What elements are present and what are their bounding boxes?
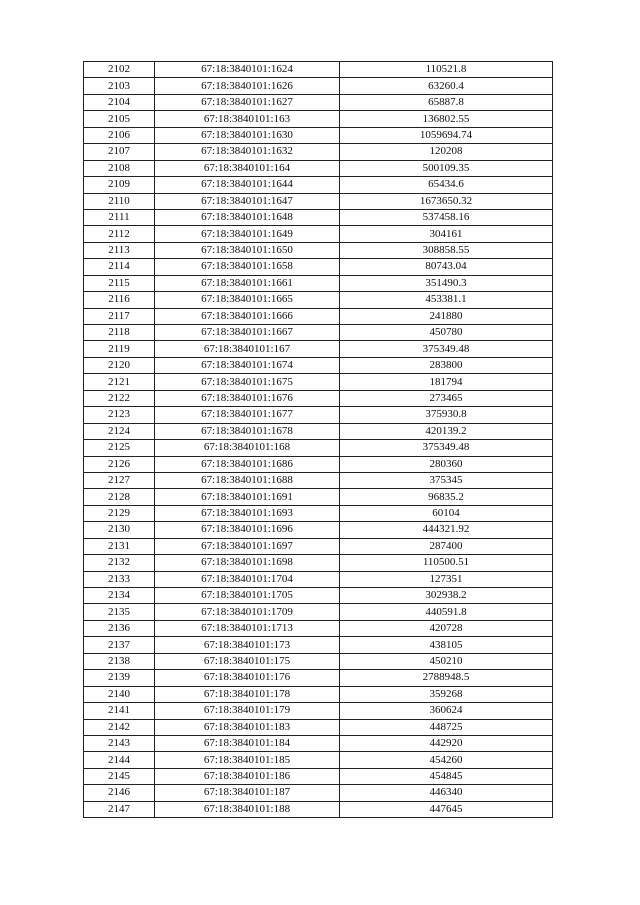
row-number-cell: 2141 — [84, 703, 155, 719]
table-row — [84, 522, 553, 538]
table-row — [84, 94, 553, 110]
table-row — [84, 735, 553, 751]
row-number-cell: 2117 — [84, 308, 155, 324]
table-row — [84, 555, 553, 571]
cadastral-number-cell: 67:18:3840101:1678 — [155, 423, 340, 439]
row-number-cell: 2122 — [84, 390, 155, 406]
row-number-cell: 2128 — [84, 489, 155, 505]
cadastral-number-cell: 67:18:3840101:1658 — [155, 259, 340, 275]
cadastral-number-cell: 67:18:3840101:1661 — [155, 275, 340, 291]
cadastral-number-cell: 67:18:3840101:1688 — [155, 472, 340, 488]
row-number-cell: 2130 — [84, 522, 155, 538]
row-number-cell: 2111 — [84, 209, 155, 225]
cadastral-number-cell: 67:18:3840101:188 — [155, 801, 340, 817]
table-row — [84, 390, 553, 406]
table-row — [84, 423, 553, 439]
value-cell: 453381.1 — [340, 292, 553, 308]
table-row — [84, 801, 553, 817]
cadastral-number-cell: 67:18:3840101:179 — [155, 703, 340, 719]
value-cell: 120208 — [340, 144, 553, 160]
row-number-cell: 2135 — [84, 604, 155, 620]
value-cell: 500109.35 — [340, 160, 553, 176]
row-number-cell: 2147 — [84, 801, 155, 817]
table-row — [84, 325, 553, 341]
value-cell: 280360 — [340, 456, 553, 472]
value-cell: 537458.16 — [340, 209, 553, 225]
table-row — [84, 472, 553, 488]
table-row — [84, 259, 553, 275]
value-cell: 442920 — [340, 735, 553, 751]
row-number-cell: 2120 — [84, 357, 155, 373]
value-cell: 127351 — [340, 571, 553, 587]
value-cell: 420139.2 — [340, 423, 553, 439]
cadastral-number-cell: 67:18:3840101:1630 — [155, 127, 340, 143]
row-number-cell: 2139 — [84, 670, 155, 686]
table-row — [84, 785, 553, 801]
value-cell: 308858.55 — [340, 242, 553, 258]
value-cell: 304161 — [340, 226, 553, 242]
cadastral-number-cell: 67:18:3840101:1665 — [155, 292, 340, 308]
value-cell: 110500.51 — [340, 555, 553, 571]
value-cell: 446340 — [340, 785, 553, 801]
row-number-cell: 2132 — [84, 555, 155, 571]
row-number-cell: 2136 — [84, 620, 155, 636]
table-row — [84, 620, 553, 636]
cadastral-number-cell: 67:18:3840101:1709 — [155, 604, 340, 620]
value-cell: 450210 — [340, 653, 553, 669]
value-cell: 283800 — [340, 357, 553, 373]
cadastral-number-cell: 67:18:3840101:1624 — [155, 62, 340, 78]
cadastral-number-cell: 67:18:3840101:184 — [155, 735, 340, 751]
cadastral-number-cell: 67:18:3840101:1705 — [155, 588, 340, 604]
row-number-cell: 2143 — [84, 735, 155, 751]
table-row — [84, 177, 553, 193]
cadastral-number-cell: 67:18:3840101:1647 — [155, 193, 340, 209]
row-number-cell: 2121 — [84, 374, 155, 390]
cadastral-number-cell: 67:18:3840101:1627 — [155, 94, 340, 110]
value-cell: 181794 — [340, 374, 553, 390]
table-row — [84, 308, 553, 324]
cadastral-number-cell: 67:18:3840101:176 — [155, 670, 340, 686]
value-cell: 1059694.74 — [340, 127, 553, 143]
table-row — [84, 275, 553, 291]
table-row — [84, 670, 553, 686]
row-number-cell: 2119 — [84, 341, 155, 357]
value-cell: 360624 — [340, 703, 553, 719]
cadastral-number-cell: 67:18:3840101:1649 — [155, 226, 340, 242]
row-number-cell: 2106 — [84, 127, 155, 143]
row-number-cell: 2109 — [84, 177, 155, 193]
table-row — [84, 209, 553, 225]
value-cell: 440591.8 — [340, 604, 553, 620]
value-cell: 351490.3 — [340, 275, 553, 291]
table-row — [84, 111, 553, 127]
row-number-cell: 2115 — [84, 275, 155, 291]
table-row — [84, 127, 553, 143]
table-row — [84, 341, 553, 357]
table-row — [84, 752, 553, 768]
cadastral-number-cell: 67:18:3840101:163 — [155, 111, 340, 127]
table-row — [84, 571, 553, 587]
cadastral-number-cell: 67:18:3840101:1693 — [155, 505, 340, 521]
row-number-cell: 2131 — [84, 538, 155, 554]
value-cell: 375930.8 — [340, 407, 553, 423]
cadastral-number-cell: 67:18:3840101:1686 — [155, 456, 340, 472]
table-row — [84, 505, 553, 521]
cadastral-number-cell: 67:18:3840101:1626 — [155, 78, 340, 94]
value-cell: 454260 — [340, 752, 553, 768]
cadastral-value-table — [83, 61, 553, 818]
value-cell: 241880 — [340, 308, 553, 324]
value-cell: 136802.55 — [340, 111, 553, 127]
row-number-cell: 2116 — [84, 292, 155, 308]
row-number-cell: 2112 — [84, 226, 155, 242]
cadastral-number-cell: 67:18:3840101:1713 — [155, 620, 340, 636]
value-cell: 1673650.32 — [340, 193, 553, 209]
table-row — [84, 242, 553, 258]
value-cell: 375345 — [340, 472, 553, 488]
cadastral-number-cell: 67:18:3840101:167 — [155, 341, 340, 357]
table-row — [84, 78, 553, 94]
row-number-cell: 2124 — [84, 423, 155, 439]
row-number-cell: 2145 — [84, 768, 155, 784]
value-cell: 448725 — [340, 719, 553, 735]
cadastral-number-cell: 67:18:3840101:173 — [155, 637, 340, 653]
cadastral-number-cell: 67:18:3840101:168 — [155, 440, 340, 456]
value-cell: 444321.92 — [340, 522, 553, 538]
row-number-cell: 2129 — [84, 505, 155, 521]
row-number-cell: 2104 — [84, 94, 155, 110]
row-number-cell: 2125 — [84, 440, 155, 456]
value-cell: 375349.48 — [340, 440, 553, 456]
row-number-cell: 2105 — [84, 111, 155, 127]
cadastral-number-cell: 67:18:3840101:1644 — [155, 177, 340, 193]
table-row — [84, 653, 553, 669]
table-row — [84, 637, 553, 653]
cadastral-number-cell: 67:18:3840101:1650 — [155, 242, 340, 258]
table-row — [84, 719, 553, 735]
row-number-cell: 2146 — [84, 785, 155, 801]
value-cell: 63260.4 — [340, 78, 553, 94]
value-cell: 60104 — [340, 505, 553, 521]
row-number-cell: 2138 — [84, 653, 155, 669]
row-number-cell: 2102 — [84, 62, 155, 78]
row-number-cell: 2108 — [84, 160, 155, 176]
row-number-cell: 2142 — [84, 719, 155, 735]
cadastral-number-cell: 67:18:3840101:1691 — [155, 489, 340, 505]
table-row — [84, 456, 553, 472]
value-cell: 65434.6 — [340, 177, 553, 193]
row-number-cell: 2140 — [84, 686, 155, 702]
cadastral-number-cell: 67:18:3840101:1697 — [155, 538, 340, 554]
cadastral-number-cell: 67:18:3840101:1674 — [155, 357, 340, 373]
cadastral-number-cell: 67:18:3840101:178 — [155, 686, 340, 702]
table-row — [84, 160, 553, 176]
value-cell: 302938.2 — [340, 588, 553, 604]
table-row — [84, 538, 553, 554]
value-cell: 438105 — [340, 637, 553, 653]
table-row — [84, 357, 553, 373]
cadastral-number-cell: 67:18:3840101:1677 — [155, 407, 340, 423]
value-cell: 450780 — [340, 325, 553, 341]
cadastral-number-cell: 67:18:3840101:1666 — [155, 308, 340, 324]
table-row — [84, 489, 553, 505]
cadastral-number-cell: 67:18:3840101:185 — [155, 752, 340, 768]
cadastral-number-cell: 67:18:3840101:175 — [155, 653, 340, 669]
row-number-cell: 2137 — [84, 637, 155, 653]
row-number-cell: 2103 — [84, 78, 155, 94]
table-row — [84, 768, 553, 784]
row-number-cell: 2113 — [84, 242, 155, 258]
table-row — [84, 407, 553, 423]
table-row — [84, 686, 553, 702]
table-row — [84, 703, 553, 719]
cadastral-number-cell: 67:18:3840101:1667 — [155, 325, 340, 341]
row-number-cell: 2144 — [84, 752, 155, 768]
value-cell: 287400 — [340, 538, 553, 554]
value-cell: 96835.2 — [340, 489, 553, 505]
cadastral-number-cell: 67:18:3840101:187 — [155, 785, 340, 801]
row-number-cell: 2123 — [84, 407, 155, 423]
row-number-cell: 2134 — [84, 588, 155, 604]
cadastral-number-cell: 67:18:3840101:1676 — [155, 390, 340, 406]
value-cell: 2788948.5 — [340, 670, 553, 686]
value-cell: 420728 — [340, 620, 553, 636]
cadastral-number-cell: 67:18:3840101:186 — [155, 768, 340, 784]
row-number-cell: 2114 — [84, 259, 155, 275]
row-number-cell: 2118 — [84, 325, 155, 341]
cadastral-number-cell: 67:18:3840101:1675 — [155, 374, 340, 390]
value-cell: 375349.48 — [340, 341, 553, 357]
cadastral-number-cell: 67:18:3840101:1698 — [155, 555, 340, 571]
cadastral-number-cell: 67:18:3840101:1696 — [155, 522, 340, 538]
table-body — [84, 62, 553, 818]
row-number-cell: 2133 — [84, 571, 155, 587]
cadastral-number-cell: 67:18:3840101:164 — [155, 160, 340, 176]
table-row — [84, 588, 553, 604]
value-cell: 454845 — [340, 768, 553, 784]
table-row — [84, 193, 553, 209]
value-cell: 359268 — [340, 686, 553, 702]
row-number-cell: 2110 — [84, 193, 155, 209]
cadastral-number-cell: 67:18:3840101:1632 — [155, 144, 340, 160]
table-row — [84, 62, 553, 78]
table-row — [84, 226, 553, 242]
table-row — [84, 440, 553, 456]
value-cell: 65887.8 — [340, 94, 553, 110]
row-number-cell: 2127 — [84, 472, 155, 488]
value-cell: 447645 — [340, 801, 553, 817]
value-cell: 80743.04 — [340, 259, 553, 275]
row-number-cell: 2107 — [84, 144, 155, 160]
value-cell: 110521.8 — [340, 62, 553, 78]
value-cell: 273465 — [340, 390, 553, 406]
row-number-cell: 2126 — [84, 456, 155, 472]
cadastral-number-cell: 67:18:3840101:1648 — [155, 209, 340, 225]
table-row — [84, 292, 553, 308]
cadastral-number-cell: 67:18:3840101:1704 — [155, 571, 340, 587]
table-row — [84, 374, 553, 390]
table-row — [84, 604, 553, 620]
cadastral-number-cell: 67:18:3840101:183 — [155, 719, 340, 735]
table-row — [84, 144, 553, 160]
